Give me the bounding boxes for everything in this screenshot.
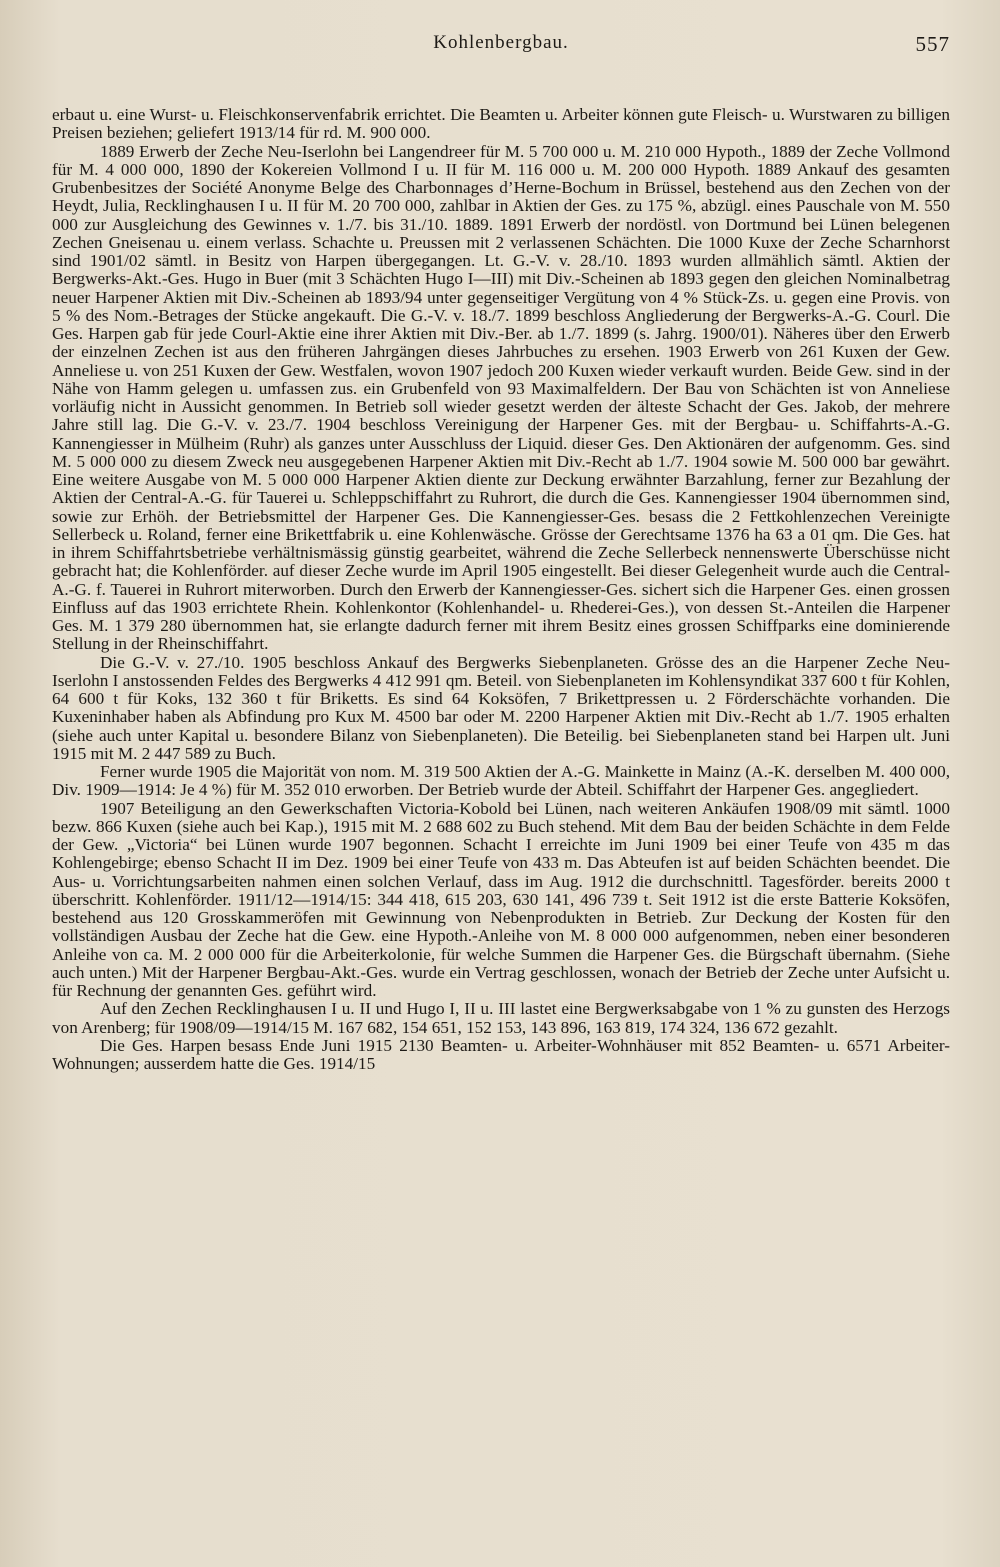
page-number: 557 (915, 32, 950, 56)
running-head: Kohlenbergbau. (433, 32, 569, 53)
paragraph-wohnhaeuser: Die Ges. Harpen besass Ende Juni 1915 2130 Beamten- u. Arbeiter-Wohnhäuser mit 852 Beamten- u. 6571 Arbeiter-Wohnungen; ausserdem hatte die Ges. 1914/15 (52, 1035, 950, 1073)
body-text (52, 106, 950, 1073)
paragraph-mainkette: Ferner wurde 1905 die Majorität von nom. M. 319 500 Aktien der A.-G. Mainkette in Mainz (A.-K. derselben M. 400 000, Div. 1909—1914: Je 4 %) für M. 352 010 erworben. Der Betrieb wurde der Abteil. Schiffahrt der Harpener Ges. angegliedert. (52, 762, 950, 800)
paragraph-continuation: erbaut u. eine Wurst- u. Fleischkonservenfabrik errichtet. Die Beamten u. Arbeiter können gute Fleisch- u. Wurstwaren zu billigen Preisen beziehen; geliefert 1913/14 für rd. M. 900 000. (52, 105, 950, 143)
paragraph-siebenplaneten: Die G.-V. v. 27./10. 1905 beschloss Ankauf des Bergwerks Siebenplaneten. Grösse des an die Harpener Zeche Neu-Iserlohn I anstossenden Feldes des Bergwerks 4 412 991 qm. Beteil. von Siebenplaneten im Kohlensyndikat 337 600 t für Kohlen, 64 600 t für Koks, 132 360 t für Briketts. Es sind 64 Koksöfen, 7 Brikettpressen u. 2 Förderschächte vorhanden. Die Kuxeninhaber haben als Abfindung pro Kux M. 4500 bar oder M. 2200 Harpener Aktien mit Div.-Recht ab 1./7. 1905 erhalten (siehe auch unter Kapital u. besondere Bilanz von Siebenplaneten). Die Beteilig. bei Siebenplaneten stand bei Harpen ult. Juni 1915 mit M. 2 447 589 zu Buch. (52, 652, 950, 763)
page-header (52, 32, 950, 62)
paragraph-acquisitions: 1889 Erwerb der Zeche Neu-Iserlohn bei Langendreer für M. 5 700 000 u. M. 210 000 Hypoth., 1889 der Zeche Vollmond für M. 4 000 000, 1890 der Kokereien Vollmond I u. II für M. 116 000 u. M. 200 000 Hypoth. 1889 Ankauf des gesamten Grubenbesitzes der Société Anonyme Belge des Charbonnages d’Herne-Bochum in Brüssel, bestehend aus den Zechen von der Heydt, Julia, Recklinghausen I u. II für M. 20 700 000, zahlbar in Aktien der Ges. zu 175 %, abzügl. eines Pauschale von M. 550 000 zur Ausgleichung des Gewinnes v. 1./7. bis 31./10. 1889. 1891 Erwerb der nordöstl. von Dortmund bei Lünen belegenen Zechen Gneisenau u. einem verlass. Schachte u. Preussen mit 2 verlassenen Schächten. Die 1000 Kuxe der Zeche Scharnhorst sind 1901/02 sämtl. in Besitz von Harpen übergegangen. Lt. G.-V. v. 28./10. 1893 wurden allmählich sämtl. Aktien der Bergwerks-Akt.-Ges. Hugo in Buer (mit 3 Schächten Hugo I—III) mit Div.-Scheinen ab 1893 gegen den gleichen Nominalbetrag neuer Harpener Aktien mit Div.-Scheinen ab 1893/94 unter gegenseitiger Vergütung von 4 % Stück-Zs. u. gegen eine Provis. von 5 % des Nom.-Betrages der Stücke angekauft. Die G.-V. v. 18./7. 1899 beschloss Angliederung der Bergwerks-A.-G. Courl. Die Ges. Harpen gab für jede Courl-Aktie eine ihrer Aktien mit Div.-Ber. ab 1./7. 1899 (s. Jahrg. 1900/01). Näheres über den Erwerb der einzelnen Zechen ist aus den früheren Jahrgängen dieses Jahrbuches zu ersehen. 1903 Erwerb von 261 Kuxen der Gew. Anneliese u. von 251 Kuxen der Gew. Westfalen, wovon 1907 jedoch 200 Kuxen wieder verkauft wurden. Beide Gew. sind in der Nähe von Hamm gelegen u. umfassen zus. ein Grubenfeld von 93 Maximalfeldern. Der Bau von Schächten ist von Anneliese vorläufig nicht in Aussicht genommen. In Betrieb soll wieder gesetzt werden der älteste Schacht der Ges. Jakob, der mehrere Jahre still lag. Die G.-V. v. 23./7. 1904 beschloss Vereinigung der Harpener Ges. mit der Bergbau- u. Schiffahrts-A.-G. Kannengiesser in Mülheim (Ruhr) als ganzes unter Ausschluss der Liquid. dieser Ges. Den Aktionären der aufgenomm. Ges. sind M. 5 000 000 zu diesem Zweck neu ausgegebenen Harpener Aktien mit Div.-Recht ab 1./7. 1904 sowie M. 500 000 bar gewährt. Eine weitere Ausgabe von M. 5 000 000 Harpener Aktien diente zur Deckung erwähnter Barzahlung, ferner zur Bezahlung der Aktien der Central-A.-G. für Tauerei u. Schleppschiffahrt zu Ruhrort, die durch die Ges. Kannengiesser 1904 übernommen sind, sowie zur Erhöh. der Betriebsmittel der Harpener Ges. Die Kannengiesser-Ges. besass die 2 Fettkohlenzechen Vereinigte Sellerbeck u. Roland, ferner eine Brikettfabrik u. eine Kohlenwäsche. Grösse der Gerechtsame 1376 ha 63 a 01 qm. Die Ges. hat in ihrem Schiffahrtsbetriebe verhältnismässig günstig gearbeitet, während die Zeche Sellerbeck nennenswerte Überschüsse nicht gebracht hat; die Kohlenförder. auf dieser Zeche wurde im April 1905 eingestellt. Bei dieser Gelegenheit wurde auch die Central-A.-G. f. Tauerei in Ruhrort miterworben. Durch den Erwerb der Kannengiesser-Ges. sichert sich die Harpener Ges. einen grossen Einfluss auf das 1903 errichtete Rhein. Kohlenkontor (Kohlenhandel- u. Rhederei-Ges.), von dessen St.-Anteilen die Harpener Ges. M. 1 379 280 übernommen hat, sie erlangte dadurch ferner mit ihrem Besitz eines grossen Schiffparks eine dominierende Stellung in der Rheinschiffahrt. (52, 141, 950, 654)
paragraph-victoria-kobold: 1907 Beteiligung an den Gewerkschaften Victoria-Kobold bei Lünen, nach weiteren Ankäufen 1908/09 mit sämtl. 1000 bezw. 866 Kuxen (siehe auch bei Kap.), 1915 mit M. 2 688 602 zu Buch stehend. Mit dem Bau der beiden Schächte in dem Felde der Gew. „Victoria“ bei Lünen wurde 1907 begonnen. Schacht I erreichte im Juni 1909 bei einer Teufe von 435 m das Kohlengebirge; ebenso Schacht II im Dez. 1909 bei einer Teufe von 433 m. Das Abteufen ist auf beiden Schächten beendet. Die Aus- u. Vorrichtungsarbeiten nahmen einen solchen Verlauf, dass im Aug. 1912 die durchschnittl. Tagesförder. bereits 2000 t überschritt. Kohlenförder. 1911/12—1914/15: 344 418, 615 203, 630 141, 496 739 t. Seit 1912 ist die erste Batterie Koksöfen, bestehend aus 120 Grosskammeröfen mit Gewinnung von Nebenprodukten in Betrieb. Zur Deckung der Kosten für den vollständigen Ausbau der Zeche hat die Gew. eine Hypoth.-Anleihe von M. 8 000 000 aufgenommen, neben einer besonderen Anleihe von ca. M. 2 000 000 für die Arbeiterkolonie, für welche Summen die Harpener Ges. die Bürgschaft übernahm. (Siehe auch unten.) Mit der Harpener Bergbau-Akt.-Ges. wurde ein Vertrag geschlossen, wonach der Betrieb der Zeche unter Aufsicht u. für Rechnung der genannten Ges. geführt wird. (52, 798, 950, 1000)
paragraph-bergwerksabgabe: Auf den Zechen Recklinghausen I u. II und Hugo I, II u. III lastet eine Bergwerksabgabe von 1 % zu gunsten des Herzogs von Arenberg; für 1908/09—1914/15 M. 167 682, 154 651, 152 153, 143 896, 163 819, 174 324, 136 672 gezahlt. (52, 999, 950, 1037)
